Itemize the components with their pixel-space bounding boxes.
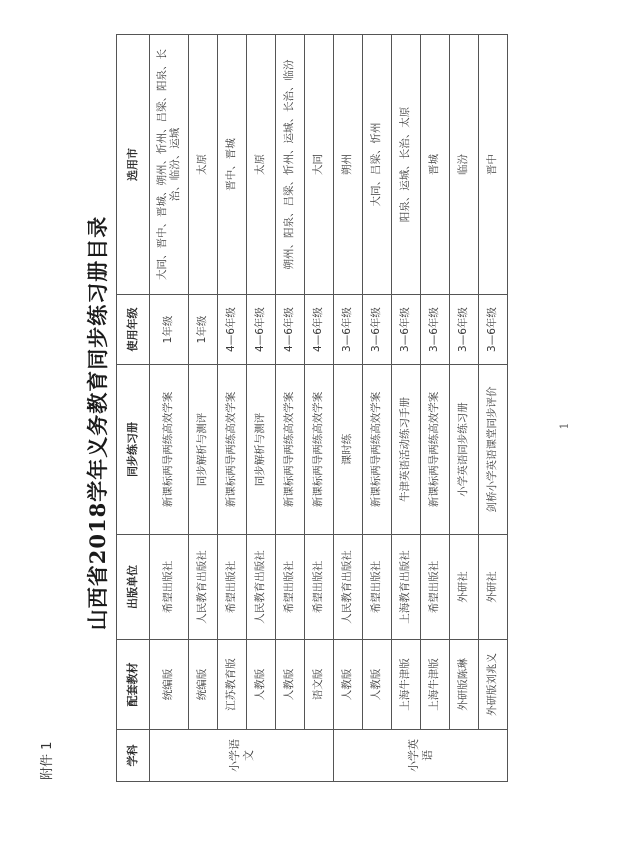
publisher-cell: 人民教育出版社 <box>189 535 218 640</box>
header-cities: 选用市 <box>117 35 150 295</box>
cities-cell: 晋中 <box>479 35 508 295</box>
publisher-cell: 希望出版社 <box>305 535 334 640</box>
workbook-cell: 剑桥小学英语课堂同步评价 <box>479 365 508 535</box>
table-row <box>189 35 218 782</box>
header-textbook: 配套教材 <box>117 640 150 730</box>
workbook-cell: 同步解析与测评 <box>247 365 276 535</box>
textbook-cell: 人教版 <box>334 640 363 730</box>
table-row <box>150 35 189 782</box>
workbook-cell: 新课标两导两练高效学案 <box>363 365 392 535</box>
grade-cell: 4—6年级 <box>305 295 334 365</box>
textbook-cell: 统编版 <box>189 640 218 730</box>
textbook-cell: 外研版陈琳 <box>450 640 479 730</box>
table-row <box>276 35 305 782</box>
workbook-cell: 新课标两导两练高效学案 <box>421 365 450 535</box>
subject-cell: 小学英语 <box>334 730 508 782</box>
textbook-cell: 人教版 <box>247 640 276 730</box>
workbook-cell: 同步解析与测评 <box>189 365 218 535</box>
workbook-cell: 新课标两导两练高效学案 <box>305 365 334 535</box>
cities-cell: 朔州 <box>334 35 363 295</box>
cities-cell: 太原 <box>247 35 276 295</box>
grade-cell: 3—6年级 <box>450 295 479 365</box>
table-header-row <box>117 35 150 782</box>
cities-cell: 晋中、晋城 <box>218 35 247 295</box>
workbook-cell: 新课标两导两练高效学案 <box>150 365 189 535</box>
grade-cell: 1年级 <box>150 295 189 365</box>
publisher-cell: 希望出版社 <box>363 535 392 640</box>
workbook-catalog-table <box>116 34 508 782</box>
publisher-cell: 人民教育出版社 <box>247 535 276 640</box>
publisher-cell: 外研社 <box>479 535 508 640</box>
workbook-cell: 新课标两导两练高效学案 <box>276 365 305 535</box>
grade-cell: 4—6年级 <box>247 295 276 365</box>
cities-cell: 临汾 <box>450 35 479 295</box>
header-grade: 使用年级 <box>117 295 150 365</box>
header-subject: 学科 <box>117 730 150 782</box>
textbook-cell: 江苏教育版 <box>218 640 247 730</box>
grade-cell: 3—6年级 <box>392 295 421 365</box>
workbook-cell: 小学英语同步练习册 <box>450 365 479 535</box>
header-publisher: 出版单位 <box>117 535 150 640</box>
header-workbook: 同步练习册 <box>117 365 150 535</box>
textbook-cell: 上海牛津版 <box>392 640 421 730</box>
textbook-cell: 统编版 <box>150 640 189 730</box>
cities-cell: 晋城 <box>421 35 450 295</box>
cities-cell: 大同 <box>305 35 334 295</box>
grade-cell: 1年级 <box>189 295 218 365</box>
textbook-cell: 人教版 <box>363 640 392 730</box>
page-number: 1 <box>558 422 571 430</box>
textbook-cell: 人教版 <box>276 640 305 730</box>
table-row <box>305 35 334 782</box>
grade-cell: 3—6年级 <box>421 295 450 365</box>
table-row <box>421 35 450 782</box>
document-title: 山西省2018学年义务教育同步练习册目录 <box>85 215 110 631</box>
table-row <box>450 35 479 782</box>
cities-cell: 大同、晋中、晋城、朔州、忻州、吕梁、阳泉、长治、临汾、运城 <box>150 35 189 295</box>
publisher-cell: 希望出版社 <box>421 535 450 640</box>
table-row <box>392 35 421 782</box>
textbook-cell: 语文版 <box>305 640 334 730</box>
grade-cell: 3—6年级 <box>479 295 508 365</box>
grade-cell: 4—6年级 <box>276 295 305 365</box>
cities-cell: 大同、吕梁、忻州 <box>363 35 392 295</box>
publisher-cell: 人民教育出版社 <box>334 535 363 640</box>
workbook-cell: 课时练 <box>334 365 363 535</box>
grade-cell: 3—6年级 <box>334 295 363 365</box>
grade-cell: 4—6年级 <box>218 295 247 365</box>
publisher-cell: 希望出版社 <box>276 535 305 640</box>
publisher-cell: 上海教育出版社 <box>392 535 421 640</box>
publisher-cell: 希望出版社 <box>150 535 189 640</box>
publisher-cell: 外研社 <box>450 535 479 640</box>
textbook-cell: 上海牛津版 <box>421 640 450 730</box>
textbook-cell: 外研版刘兆义 <box>479 640 508 730</box>
cities-cell: 朔州、阳泉、吕梁、忻州、运城、长治、临汾 <box>276 35 305 295</box>
publisher-cell: 希望出版社 <box>218 535 247 640</box>
cities-cell: 太原 <box>189 35 218 295</box>
grade-cell: 3—6年级 <box>363 295 392 365</box>
attachment-label: 附件 1 <box>40 741 55 780</box>
cities-cell: 阳泉、运城、长治、太原 <box>392 35 421 295</box>
table-row <box>363 35 392 782</box>
table-row <box>247 35 276 782</box>
workbook-cell: 牛津英语活动练习手册 <box>392 365 421 535</box>
table-row <box>479 35 508 782</box>
table-row <box>218 35 247 782</box>
workbook-cell: 新课标两导两练高效学案 <box>218 365 247 535</box>
subject-cell: 小学语文 <box>150 730 334 782</box>
table-row <box>334 35 363 782</box>
